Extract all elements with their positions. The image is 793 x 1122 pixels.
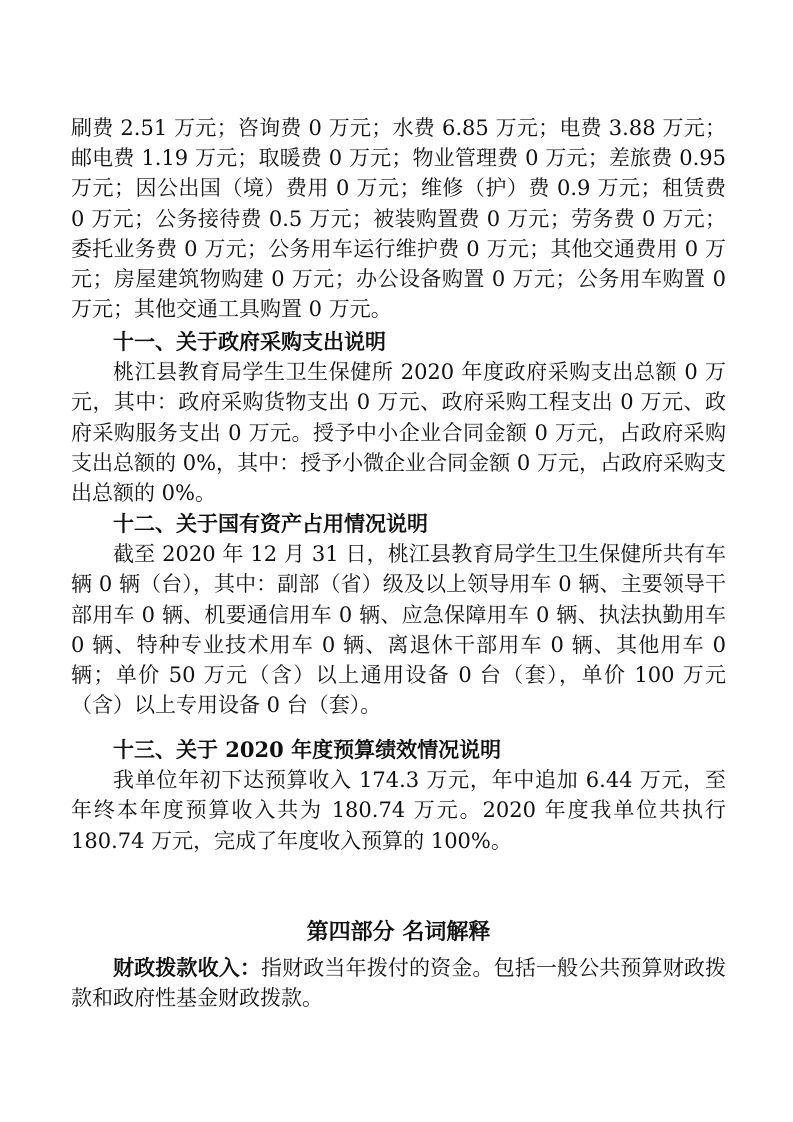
section-11-heading: 十一、关于政府采购支出说明: [113, 329, 386, 354]
continued-expense-paragraph: [71, 113, 726, 324]
glossary-paragraph: [71, 953, 726, 1013]
section-state-assets: [71, 509, 726, 720]
section-budget-performance: [71, 735, 726, 856]
glossary-term: 财政拨款收入：: [113, 955, 261, 980]
section-12-heading: 十二、关于国有资产占用情况说明: [113, 511, 428, 536]
section-13-heading: 十三、关于 2020 年度预算绩效情况说明: [113, 737, 502, 762]
section-government-procurement: [71, 327, 726, 508]
section-11-body: 桃江县教育局学生卫生保健所 2020 年度政府采购支出总额 0 万元，其中：政府采购货物支出 0 万元、政府采购工程支出 0 万元、政府采购服务支出 0 万元。授予中小企业合同金额 0 万元，占政府采购支出总额的 0%，其中：授予小微企业合同金额 0 万元，占政府采购支出总额的 0%。: [71, 360, 726, 506]
glossary-definition: 指财政当年拨付的资金。包括一般公共预算财政拨款和政府性基金财政拨款。: [71, 956, 726, 1011]
section-13-body: 我单位年初下达预算收入 174.3 万元，年中追加 6.44 万元，至年终本年度预算收入共为 180.74 万元。2020 年度我单位共执行 180.74 万元，完成了年度收入预算的 100%。: [71, 768, 726, 853]
glossary-entry: [71, 953, 726, 1013]
part-4-title: 第四部分 名词解释: [306, 919, 491, 945]
section-12-body: 截至 2020 年 12 月 31 日，桃江县教育局学生卫生保健所共有车辆 0 辆（台），其中：副部（省）级及以上领导用车 0 辆、主要领导干部用车 0 辆、机要通信用车 0 辆、应急保障用车 0 辆、执法执勤用车 0 辆、特种专业技术用车 0 辆、离退休干部用车 0 辆、其他用车 0 辆；单价 50 万元（含）以上通用设备 0 台（套），单价 100 万元（含）以上专用设备 0 台（套）。: [71, 542, 726, 718]
expense-items-text: 刷费 2.51 万元；咨询费 0 万元；水费 6.85 万元；电费 3.88 万元；邮电费 1.19 万元；取暖费 0 万元；物业管理费 0 万元；差旅费 0.95 万元；因公出国（境）费用 0 万元；维修（护）费 0.9 万元；租赁费 0 万元；公务接待费 0.5 万元；被装购置费 0 万元；劳务费 0 万元；委托业务费 0 万元；公务用车运行维护费 0 万元；其他交通费用 0 万元；房屋建筑物购建 0 万元；办公设备购置 0 万元；公务用车购置 0 万元；其他交通工具购置 0 万元。: [71, 116, 726, 322]
